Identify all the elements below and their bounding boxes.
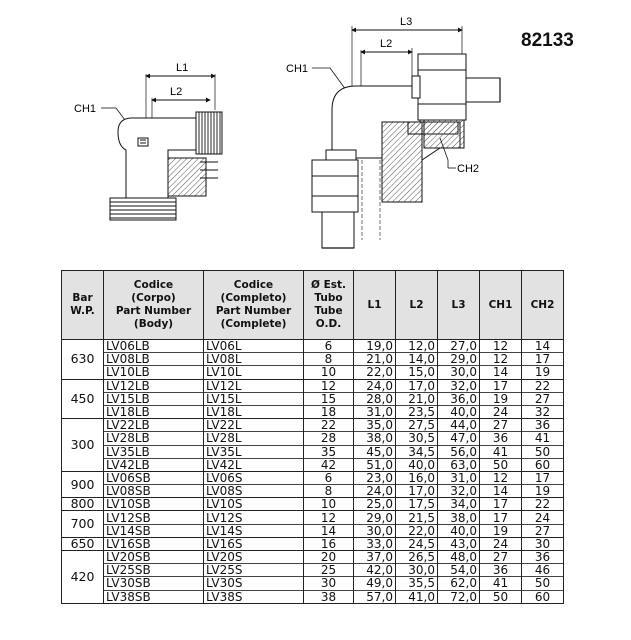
header-l1: L1 [354, 271, 396, 340]
cell-tube-od: 16 [304, 537, 354, 550]
cell-body-code: LV12LB [104, 379, 204, 392]
cell-l3: 38,0 [438, 511, 480, 524]
cell-ch2: 17 [522, 471, 564, 484]
cell-ch1: 36 [480, 564, 522, 577]
table-row [62, 577, 564, 590]
cell-tube-od: 15 [304, 392, 354, 405]
cell-tube-od: 10 [304, 498, 354, 511]
cell-ch2: 50 [522, 577, 564, 590]
cell-ch1: 19 [480, 524, 522, 537]
cell-l2: 12,0 [396, 340, 438, 353]
cell-l3: 47,0 [438, 432, 480, 445]
cell-l1: 30,0 [354, 524, 396, 537]
cell-tube-od: 38 [304, 590, 354, 603]
table-row [62, 551, 564, 564]
cell-l1: 29,0 [354, 511, 396, 524]
cell-l1: 33,0 [354, 537, 396, 550]
cell-l3: 72,0 [438, 590, 480, 603]
cell-l2: 26,5 [396, 551, 438, 564]
cell-tube-od: 8 [304, 353, 354, 366]
cell-ch2: 27 [522, 524, 564, 537]
cell-tube-od: 6 [304, 340, 354, 353]
cell-l1: 24,0 [354, 485, 396, 498]
cell-ch1: 12 [480, 353, 522, 366]
cell-tube-od: 22 [304, 419, 354, 432]
cell-l3: 29,0 [438, 353, 480, 366]
cell-l3: 44,0 [438, 419, 480, 432]
cell-body-code: LV06LB [104, 340, 204, 353]
cell-l1: 22,0 [354, 366, 396, 379]
cell-ch1: 27 [480, 551, 522, 564]
header-ch2: CH2 [522, 271, 564, 340]
cell-l2: 34,5 [396, 445, 438, 458]
cell-l2: 30,0 [396, 564, 438, 577]
cell-l2: 22,0 [396, 524, 438, 537]
cell-ch1: 14 [480, 485, 522, 498]
cell-l1: 35,0 [354, 419, 396, 432]
cell-l3: 54,0 [438, 564, 480, 577]
left-l1-label: L1 [176, 62, 189, 74]
cell-l3: 48,0 [438, 551, 480, 564]
cell-complete-code: LV28L [204, 432, 304, 445]
cell-l1: 57,0 [354, 590, 396, 603]
cell-ch1: 27 [480, 419, 522, 432]
header-body-code: Codice (Corpo) Part Number (Body) [104, 271, 204, 340]
cell-body-code: LV28LB [104, 432, 204, 445]
cell-complete-code: LV20S [204, 551, 304, 564]
cell-body-code: LV18LB [104, 405, 204, 418]
left-l2-label: L2 [170, 86, 183, 98]
cell-ch2: 24 [522, 511, 564, 524]
table-row [62, 340, 564, 353]
left-fitting-view [101, 74, 222, 220]
cell-complete-code: LV16S [204, 537, 304, 550]
cell-ch1: 17 [480, 498, 522, 511]
table-row [62, 432, 564, 445]
cell-body-code: LV08LB [104, 353, 204, 366]
cell-complete-code: LV10S [204, 498, 304, 511]
cell-body-code: LV10LB [104, 366, 204, 379]
cell-body-code: LV22LB [104, 419, 204, 432]
cell-ch1: 41 [480, 445, 522, 458]
table-row [62, 564, 564, 577]
cell-tube-od: 25 [304, 564, 354, 577]
cell-ch1: 50 [480, 458, 522, 471]
cell-tube-od: 20 [304, 551, 354, 564]
table-row [62, 458, 564, 471]
right-fitting-view [312, 26, 500, 248]
specification-table [61, 270, 564, 604]
cell-l3: 40,0 [438, 405, 480, 418]
table-row [62, 353, 564, 366]
cell-tube-od: 30 [304, 577, 354, 590]
table-row [62, 445, 564, 458]
cell-l2: 14,0 [396, 353, 438, 366]
cell-ch2: 46 [522, 564, 564, 577]
cell-l2: 17,0 [396, 379, 438, 392]
cell-tube-od: 14 [304, 524, 354, 537]
table-header-row [62, 271, 564, 340]
cell-ch1: 50 [480, 590, 522, 603]
cell-complete-code: LV15L [204, 392, 304, 405]
table-row [62, 537, 564, 550]
cell-ch2: 19 [522, 366, 564, 379]
cell-body-code: LV35LB [104, 445, 204, 458]
product-code: 82133 [521, 30, 574, 51]
cell-complete-code: LV06L [204, 340, 304, 353]
cell-l1: 45,0 [354, 445, 396, 458]
cell-l1: 42,0 [354, 564, 396, 577]
cell-l2: 41,0 [396, 590, 438, 603]
cell-l2: 17,0 [396, 485, 438, 498]
cell-l2: 27,5 [396, 419, 438, 432]
cell-body-code: LV42LB [104, 458, 204, 471]
header-tube-od: Ø Est. Tubo Tube O.D. [304, 271, 354, 340]
cell-l2: 35,5 [396, 577, 438, 590]
cell-l1: 23,0 [354, 471, 396, 484]
cell-tube-od: 35 [304, 445, 354, 458]
cell-l1: 37,0 [354, 551, 396, 564]
cell-ch1: 19 [480, 392, 522, 405]
cell-ch2: 50 [522, 445, 564, 458]
cell-tube-od: 42 [304, 458, 354, 471]
cell-l3: 31,0 [438, 471, 480, 484]
cell-bar-pressure: 630 [62, 340, 104, 380]
cell-body-code: LV12SB [104, 511, 204, 524]
cell-l3: 36,0 [438, 392, 480, 405]
cell-complete-code: LV12L [204, 379, 304, 392]
cell-complete-code: LV14S [204, 524, 304, 537]
header-l2: L2 [396, 271, 438, 340]
cell-ch2: 30 [522, 537, 564, 550]
cell-ch2: 60 [522, 458, 564, 471]
cell-l1: 25,0 [354, 498, 396, 511]
cell-bar-pressure: 800 [62, 498, 104, 511]
cell-complete-code: LV35L [204, 445, 304, 458]
cell-ch2: 36 [522, 419, 564, 432]
header-complete-code: Codice (Completo) Part Number (Complete) [204, 271, 304, 340]
header-ch1: CH1 [480, 271, 522, 340]
cell-body-code: LV10SB [104, 498, 204, 511]
cell-l3: 34,0 [438, 498, 480, 511]
table-row [62, 524, 564, 537]
cell-tube-od: 6 [304, 471, 354, 484]
table-row [62, 379, 564, 392]
cell-complete-code: LV10L [204, 366, 304, 379]
cell-ch2: 19 [522, 485, 564, 498]
right-l3-label: L3 [400, 16, 413, 28]
cell-l3: 43,0 [438, 537, 480, 550]
cell-ch2: 22 [522, 379, 564, 392]
cell-l2: 24,5 [396, 537, 438, 550]
cell-bar-pressure: 700 [62, 511, 104, 537]
cell-l3: 32,0 [438, 485, 480, 498]
cell-body-code: LV30SB [104, 577, 204, 590]
cell-ch2: 41 [522, 432, 564, 445]
cell-l2: 40,0 [396, 458, 438, 471]
table-row [62, 511, 564, 524]
cell-complete-code: LV06S [204, 471, 304, 484]
cell-tube-od: 8 [304, 485, 354, 498]
table-row [62, 405, 564, 418]
cell-l1: 28,0 [354, 392, 396, 405]
right-ch2-label: CH2 [457, 163, 480, 175]
cell-body-code: LV25SB [104, 564, 204, 577]
header-l3: L3 [438, 271, 480, 340]
cell-ch1: 12 [480, 471, 522, 484]
cell-ch2: 60 [522, 590, 564, 603]
cell-ch2: 27 [522, 392, 564, 405]
cell-ch1: 36 [480, 432, 522, 445]
cell-body-code: LV20SB [104, 551, 204, 564]
cell-complete-code: LV08L [204, 353, 304, 366]
cell-complete-code: LV22L [204, 419, 304, 432]
cell-l1: 24,0 [354, 379, 396, 392]
cell-complete-code: LV38S [204, 590, 304, 603]
cell-l1: 49,0 [354, 577, 396, 590]
cell-ch2: 22 [522, 498, 564, 511]
cell-tube-od: 18 [304, 405, 354, 418]
header-bar: Bar W.P. [62, 271, 104, 340]
cell-complete-code: LV08S [204, 485, 304, 498]
cell-l3: 40,0 [438, 524, 480, 537]
right-ch1-label: CH1 [286, 63, 309, 75]
cell-tube-od: 28 [304, 432, 354, 445]
cell-l1: 38,0 [354, 432, 396, 445]
cell-ch1: 24 [480, 537, 522, 550]
cell-l1: 19,0 [354, 340, 396, 353]
cell-l2: 23,5 [396, 405, 438, 418]
cell-l3: 32,0 [438, 379, 480, 392]
cell-bar-pressure: 900 [62, 471, 104, 497]
cell-body-code: LV14SB [104, 524, 204, 537]
cell-complete-code: LV30S [204, 577, 304, 590]
cell-bar-pressure: 650 [62, 537, 104, 550]
cell-body-code: LV08SB [104, 485, 204, 498]
cell-ch2: 14 [522, 340, 564, 353]
cell-body-code: LV06SB [104, 471, 204, 484]
cell-tube-od: 12 [304, 511, 354, 524]
table-row [62, 590, 564, 603]
cell-tube-od: 10 [304, 366, 354, 379]
cell-body-code: LV15LB [104, 392, 204, 405]
cell-l2: 15,0 [396, 366, 438, 379]
cell-l2: 21,0 [396, 392, 438, 405]
cell-ch2: 17 [522, 353, 564, 366]
cell-l2: 16,0 [396, 471, 438, 484]
cell-bar-pressure: 300 [62, 419, 104, 472]
table-row [62, 485, 564, 498]
cell-l2: 30,5 [396, 432, 438, 445]
cell-l3: 30,0 [438, 366, 480, 379]
cell-ch1: 17 [480, 379, 522, 392]
cell-ch1: 17 [480, 511, 522, 524]
table-row [62, 392, 564, 405]
cell-l2: 17,5 [396, 498, 438, 511]
cell-ch1: 24 [480, 405, 522, 418]
cell-bar-pressure: 420 [62, 551, 104, 604]
table-body [62, 340, 564, 604]
cell-l3: 56,0 [438, 445, 480, 458]
cell-l1: 31,0 [354, 405, 396, 418]
left-ch1-label: CH1 [74, 103, 97, 115]
cell-ch2: 36 [522, 551, 564, 564]
cell-complete-code: LV18L [204, 405, 304, 418]
table-row [62, 471, 564, 484]
cell-l1: 51,0 [354, 458, 396, 471]
cell-ch2: 32 [522, 405, 564, 418]
table-row [62, 498, 564, 511]
cell-ch1: 14 [480, 366, 522, 379]
cell-ch1: 41 [480, 577, 522, 590]
cell-tube-od: 12 [304, 379, 354, 392]
cell-l1: 21,0 [354, 353, 396, 366]
cell-complete-code: LV12S [204, 511, 304, 524]
cell-l3: 62,0 [438, 577, 480, 590]
cell-l2: 21,5 [396, 511, 438, 524]
cell-bar-pressure: 450 [62, 379, 104, 419]
cell-complete-code: LV25S [204, 564, 304, 577]
cell-body-code: LV38SB [104, 590, 204, 603]
cell-body-code: LV16SB [104, 537, 204, 550]
table-row [62, 366, 564, 379]
table-row [62, 419, 564, 432]
right-l2-label: L2 [380, 38, 393, 50]
cell-l3: 63,0 [438, 458, 480, 471]
cell-l3: 27,0 [438, 340, 480, 353]
cell-complete-code: LV42L [204, 458, 304, 471]
cell-ch1: 12 [480, 340, 522, 353]
